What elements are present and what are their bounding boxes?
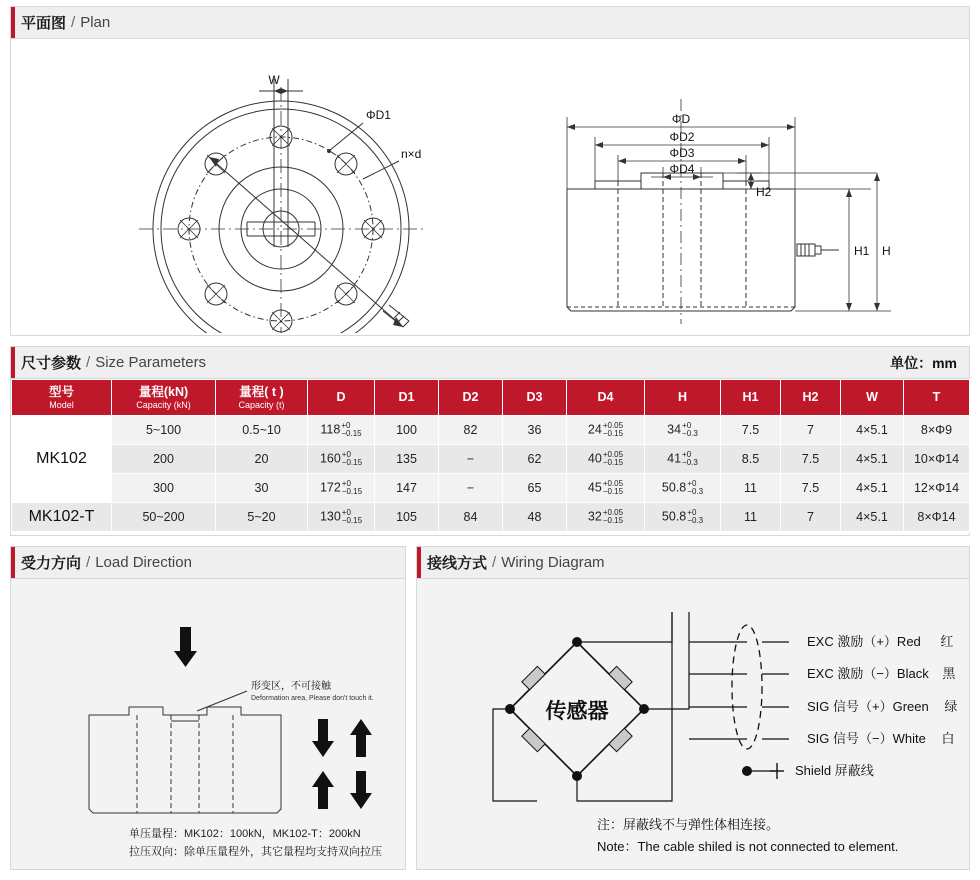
cell-t: 10×Φ14 — [904, 445, 970, 474]
accent-bar — [11, 7, 15, 38]
cell-d4: 32 +0.05 −0.15 — [567, 503, 645, 532]
plan-title-cn: 平面图 — [21, 15, 67, 32]
th-capacity-kn-en: Capacity (kN) — [136, 399, 191, 410]
plan-panel-header — [11, 7, 969, 39]
label-h2: H2 — [756, 185, 772, 199]
cell-h1: 7.5 — [721, 416, 781, 445]
cell-w: 4×5.1 — [841, 474, 904, 503]
th-d4: D4 — [567, 380, 645, 416]
cable-bundle — [732, 625, 762, 749]
cell-capacity-t: 0.5~10 — [216, 416, 308, 445]
plan-drawing — [11, 39, 969, 333]
table-row — [12, 503, 970, 532]
cell-d3: 62 — [503, 445, 567, 474]
cell-h1: 8.5 — [721, 445, 781, 474]
load-note — [129, 826, 382, 861]
wiring-note-en: Note：The cable shiled is not connected to element. — [597, 839, 899, 855]
cell-w: 4×5.1 — [841, 503, 904, 532]
cell-d: 130 +0 −0.15 — [308, 503, 375, 532]
th-d3: D3 — [503, 380, 567, 416]
table-row — [12, 445, 970, 474]
load-title-cn: 受力方向 — [21, 555, 82, 572]
load-arrows-row1 — [312, 719, 372, 757]
plan-panel — [10, 6, 970, 336]
cell-h2: 7.5 — [781, 445, 841, 474]
wire-label-sig-neg: SIG 信号（−）White 白 — [807, 731, 955, 746]
th-capacity-t-en: Capacity (t) — [238, 399, 285, 410]
load-panel-header — [11, 547, 405, 579]
th-capacity-kn-cn: 量程(kN) — [138, 385, 189, 400]
cell-model: MK102 — [12, 416, 112, 503]
cell-d: 172 +0 −0.15 — [308, 474, 375, 503]
cell-h2: 7 — [781, 416, 841, 445]
th-model-cn: 型号 — [48, 385, 74, 400]
th-capacity-t-cn: 量程( t ) — [239, 385, 284, 400]
load-diagram-area — [11, 579, 405, 869]
cell-t: 12×Φ14 — [904, 474, 970, 503]
load-note-line1: 单压量程：MK102：100kN，MK102-T：200kN — [129, 828, 361, 840]
table-header-row — [12, 380, 970, 416]
th-w: W — [841, 380, 904, 416]
size-title-cn: 尺寸参数 — [21, 355, 82, 372]
label-h: H — [882, 244, 891, 258]
wiring-title-sep: / — [492, 554, 497, 571]
deformation-callout-cn: 形变区，不可接触 — [251, 681, 331, 692]
accent-bar — [11, 347, 15, 378]
cell-h: 41 +0 −0.3 — [645, 445, 721, 474]
cell-d1: 135 — [375, 445, 439, 474]
table-row — [12, 416, 970, 445]
cell-h: 34 +0 −0.3 — [645, 416, 721, 445]
th-h2: H2 — [781, 380, 841, 416]
cell-h2: 7.5 — [781, 474, 841, 503]
plan-drawing-area — [11, 39, 969, 335]
cell-d2: − — [439, 474, 503, 503]
cell-h1: 11 — [721, 503, 781, 532]
wire-label-exc-pos: EXC 激励（+）Red 红 — [807, 634, 954, 649]
cell-capacity-kn: 300 — [112, 474, 216, 503]
cell-w: 4×5.1 — [841, 445, 904, 474]
wiring-title-cn: 接线方式 — [427, 555, 488, 572]
th-h: H — [645, 380, 721, 416]
load-note-line2: 拉压双向：除单压量程外，其它量程均支持双向拉压 — [129, 845, 382, 858]
cell-capacity-kn: 50~200 — [112, 503, 216, 532]
wiring-title-en: Wiring Diagram — [501, 554, 605, 571]
th-d1: D1 — [375, 380, 439, 416]
cell-d3: 65 — [503, 474, 567, 503]
cell-d4: 24 +0.05 −0.15 — [567, 416, 645, 445]
table-row — [12, 474, 970, 503]
load-direction-panel — [10, 546, 406, 870]
label-phi-d1: ΦD1 — [366, 108, 391, 122]
cell-d1: 105 — [375, 503, 439, 532]
label-phi-d: ΦD — [671, 112, 691, 126]
cell-d2: 84 — [439, 503, 503, 532]
cell-h1: 11 — [721, 474, 781, 503]
label-phi-d3: ΦD3 — [669, 146, 695, 160]
cell-d2: − — [439, 445, 503, 474]
load-arrow-top — [174, 627, 197, 667]
th-capacity-kn — [112, 380, 216, 416]
accent-bar — [11, 547, 15, 578]
label-nxd: n×d — [401, 147, 422, 161]
wire-label-exc-neg: EXC 激励（−）Black 黑 — [807, 666, 956, 681]
cell-d3: 48 — [503, 503, 567, 532]
cell-d1: 100 — [375, 416, 439, 445]
plan-title-sep: / — [71, 14, 76, 31]
cell-w: 4×5.1 — [841, 416, 904, 445]
deformation-callout-en: Deformation area, Please don't touch it. — [251, 695, 374, 702]
cell-h: 50.8 +0 −0.3 — [645, 474, 721, 503]
cell-d3: 36 — [503, 416, 567, 445]
wiring-note-cn: 注：屏蔽线不与弹性体相连接。 — [597, 817, 780, 832]
cell-capacity-kn: 5~100 — [112, 416, 216, 445]
cell-h2: 7 — [781, 503, 841, 532]
cell-d: 118 +0 −0.15 — [308, 416, 375, 445]
th-h1: H1 — [721, 380, 781, 416]
cell-capacity-kn: 200 — [112, 445, 216, 474]
cell-capacity-t: 30 — [216, 474, 308, 503]
wire-label-shield: Shield 屏蔽线 — [795, 763, 874, 778]
th-capacity-t — [216, 380, 308, 416]
cell-model: MK102-T — [12, 503, 112, 532]
wiring-panel-header — [417, 547, 969, 579]
wire-label-sig-pos: SIG 信号（+）Green 绿 — [807, 699, 958, 714]
accent-bar — [417, 547, 421, 578]
wiring-diagram-area — [417, 579, 969, 869]
th-d: D — [308, 380, 375, 416]
cell-h: 50.8 +0 −0.3 — [645, 503, 721, 532]
plan-title-en: Plan — [80, 14, 111, 31]
th-model-en: Model — [49, 399, 74, 410]
label-phi-d4: ΦD4 — [669, 162, 695, 176]
cell-d1: 147 — [375, 474, 439, 503]
load-title-sep: / — [86, 554, 91, 571]
shield-node — [742, 766, 752, 776]
size-title-sep: / — [86, 354, 91, 371]
cell-d2: 82 — [439, 416, 503, 445]
unit-label: 单位：mm — [890, 354, 957, 371]
cell-d4: 45 +0.05 −0.15 — [567, 474, 645, 503]
load-title-en: Load Direction — [95, 554, 192, 571]
size-parameters-panel — [10, 346, 970, 536]
wiring-note — [597, 814, 898, 858]
th-d2: D2 — [439, 380, 503, 416]
size-title-en: Size Parameters — [95, 354, 207, 371]
size-panel-header — [11, 347, 969, 379]
th-t: T — [904, 380, 970, 416]
load-arrows-row2 — [312, 771, 372, 809]
cell-capacity-t: 20 — [216, 445, 308, 474]
cell-t: 8×Φ9 — [904, 416, 970, 445]
cell-d4: 40 +0.05 −0.15 — [567, 445, 645, 474]
label-phi-d2: ΦD2 — [669, 130, 695, 144]
label-h1: H1 — [854, 244, 870, 258]
th-model — [12, 380, 112, 416]
cell-capacity-t: 5~20 — [216, 503, 308, 532]
size-parameters-table — [11, 379, 970, 532]
bridge-label: 传感器 — [545, 700, 609, 723]
cell-d: 160 +0 −0.15 — [308, 445, 375, 474]
label-w: W — [268, 73, 280, 87]
wiring-diagram-panel — [416, 546, 970, 870]
cell-t: 8×Φ14 — [904, 503, 970, 532]
